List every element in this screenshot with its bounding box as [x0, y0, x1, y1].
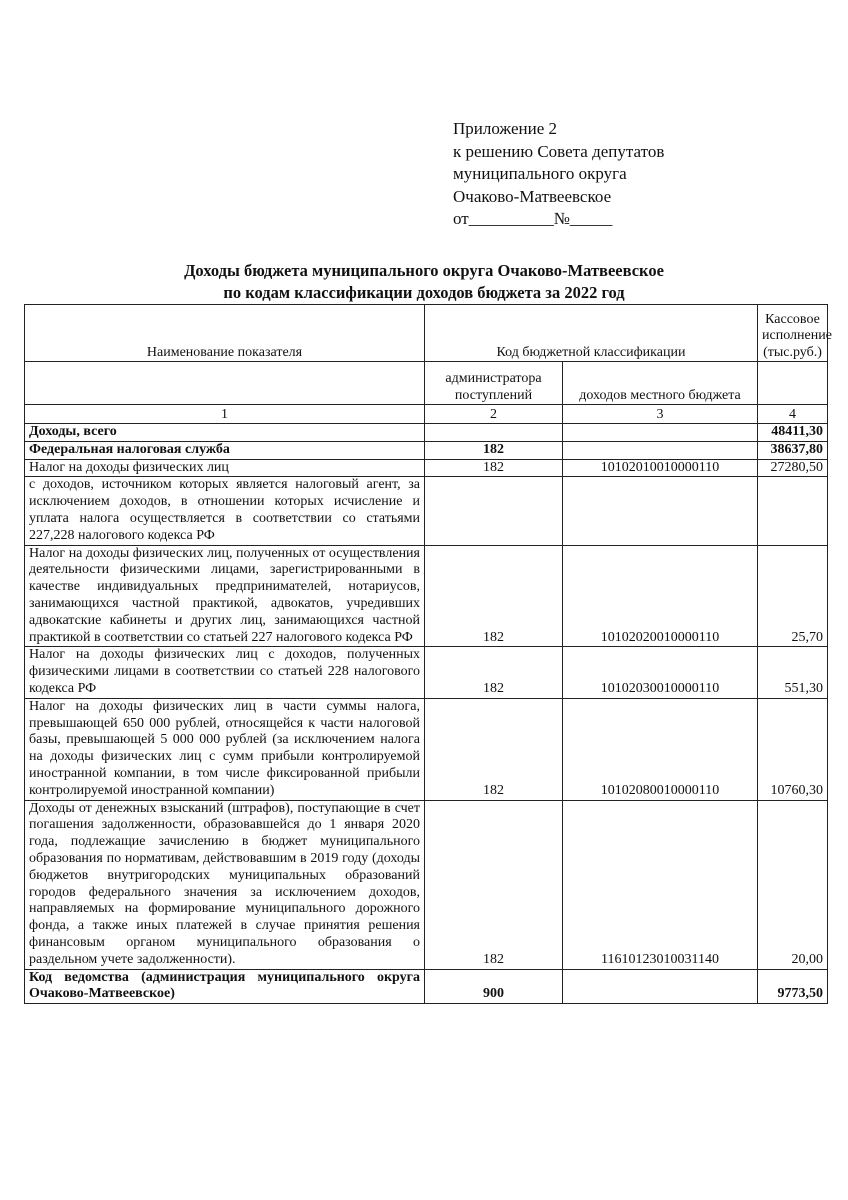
appendix-line: Приложение 2: [453, 119, 557, 138]
table-row: [25, 969, 828, 1004]
row-admin-code: 182: [425, 647, 563, 698]
row-name: Налог на доходы физических лиц, полученных от осуществления деятельности физическими лицами, зарегистрированными в качестве индивидуальных предпринимателей, нотариусов, занимающихся частной практикой, адвокатов, учредивших адвокатские кабинеты и других лиц, занимающихся частной практикой в соответствии со статьей 227 налогового кодекса РФ: [25, 545, 425, 647]
row-income-code: 10102080010000110: [563, 698, 758, 800]
column-number: 2: [425, 405, 563, 424]
row-admin-code: 182: [425, 800, 563, 969]
row-amount: 27280,50: [758, 459, 828, 477]
title-line: Доходы бюджета муниципального округа Очаково-Матвеевское: [184, 261, 664, 280]
row-income-code: [563, 477, 758, 545]
row-income-code: [563, 441, 758, 459]
table-row: [25, 545, 828, 647]
income-table: [24, 304, 832, 1004]
row-income-code: 10102020010000110: [563, 545, 758, 647]
subheader-row: [25, 362, 828, 405]
appendix-block: [453, 118, 664, 231]
table-row: [25, 424, 828, 442]
row-name: Налог на доходы физических лиц с доходов, полученных физическими лицами в соответствии со статьей 228 налогового кодекса РФ: [25, 647, 425, 698]
table-row: [25, 441, 828, 459]
appendix-line: к решению Совета депутатов: [453, 141, 665, 161]
row-amount: 551,30: [758, 647, 828, 698]
row-amount: 38637,80: [758, 441, 828, 459]
table-row: [25, 477, 828, 545]
subheader-empty: [25, 362, 425, 405]
row-name: Налог на доходы физических лиц: [25, 459, 425, 477]
row-name: с доходов, источником которых является налоговый агент, за исключением доходов, в отношении которых исчисление и уплата налога осуществляется в соответствии со статьями 227,228 налогового кодекса РФ: [25, 477, 425, 545]
row-name: Налог на доходы физических лиц в части суммы налога, превышающей 650 000 рублей, относящейся к части налоговой базы, превышающей 5 000 000 рублей (за исключением налога на доходы физических лиц с сумм прибыли контролируемой иностранной компании, в том числе фиксированной прибыли контролируемой иностранной компании): [25, 698, 425, 800]
row-income-code: 10102010010000110: [563, 459, 758, 477]
row-admin-code: 900: [425, 969, 563, 1004]
row-admin-code: [425, 424, 563, 442]
row-income-code: 11610123010031140: [563, 800, 758, 969]
header-row: [25, 305, 828, 362]
row-amount: 9773,50: [758, 969, 828, 1004]
appendix-line: муниципального округа: [453, 164, 627, 183]
row-name: Доходы от денежных взысканий (штрафов), поступающие в счет погашения задолженности, образовавшейся до 1 января 2020 года, подлежащие зачислению в бюджет муниципального образования по нормативам, действовавшим в 2019 году (доходы бюджетов внутригородских муниципальных образований городов федерального значения за исключением доходов, направляемых на формирование муниципального дорожного фонда, а также иных платежей в случае принятия решения финансовым органом муниципального образования о раздельном учете задолженности).: [25, 800, 425, 969]
column-number: 3: [563, 405, 758, 424]
column-number-row: [25, 405, 828, 424]
row-admin-code: 182: [425, 545, 563, 647]
document-title: [24, 260, 824, 304]
row-amount: 25,70: [758, 545, 828, 647]
column-number: 1: [25, 405, 425, 424]
table-row: [25, 459, 828, 477]
table-row: [25, 647, 828, 698]
row-income-code: [563, 424, 758, 442]
row-admin-code: [425, 477, 563, 545]
row-admin-code: 182: [425, 459, 563, 477]
row-amount: 20,00: [758, 800, 828, 969]
row-amount: 10760,30: [758, 698, 828, 800]
subheader-admin: администратора поступлений: [425, 362, 563, 405]
row-name: Доходы, всего: [25, 424, 425, 442]
table-row: [25, 800, 828, 969]
appendix-line: Очаково-Матвеевское: [453, 186, 612, 206]
subheader-empty: [758, 362, 828, 405]
row-name: Код ведомства (администрация муниципального округа Очаково-Матвеевское): [25, 969, 425, 1004]
header-exec: Кассовое исполнение (тыс.руб.): [758, 305, 828, 362]
row-amount: 48411,30: [758, 424, 828, 442]
header-name: Наименование показателя: [25, 305, 425, 362]
table-row: [25, 698, 828, 800]
column-number: 4: [758, 405, 828, 424]
row-income-code: [563, 969, 758, 1004]
row-name: Федеральная налоговая служба: [25, 441, 425, 459]
subheader-local: доходов местного бюджета: [563, 362, 758, 405]
row-admin-code: 182: [425, 698, 563, 800]
row-income-code: 10102030010000110: [563, 647, 758, 698]
table-body: [25, 424, 828, 1004]
title-line: по кодам классификации доходов бюджета за 2022 год: [223, 283, 625, 302]
appendix-line: от__________№_____: [453, 209, 613, 228]
row-admin-code: 182: [425, 441, 563, 459]
row-amount: [758, 477, 828, 545]
header-code: Код бюджетной классификации: [425, 305, 758, 362]
